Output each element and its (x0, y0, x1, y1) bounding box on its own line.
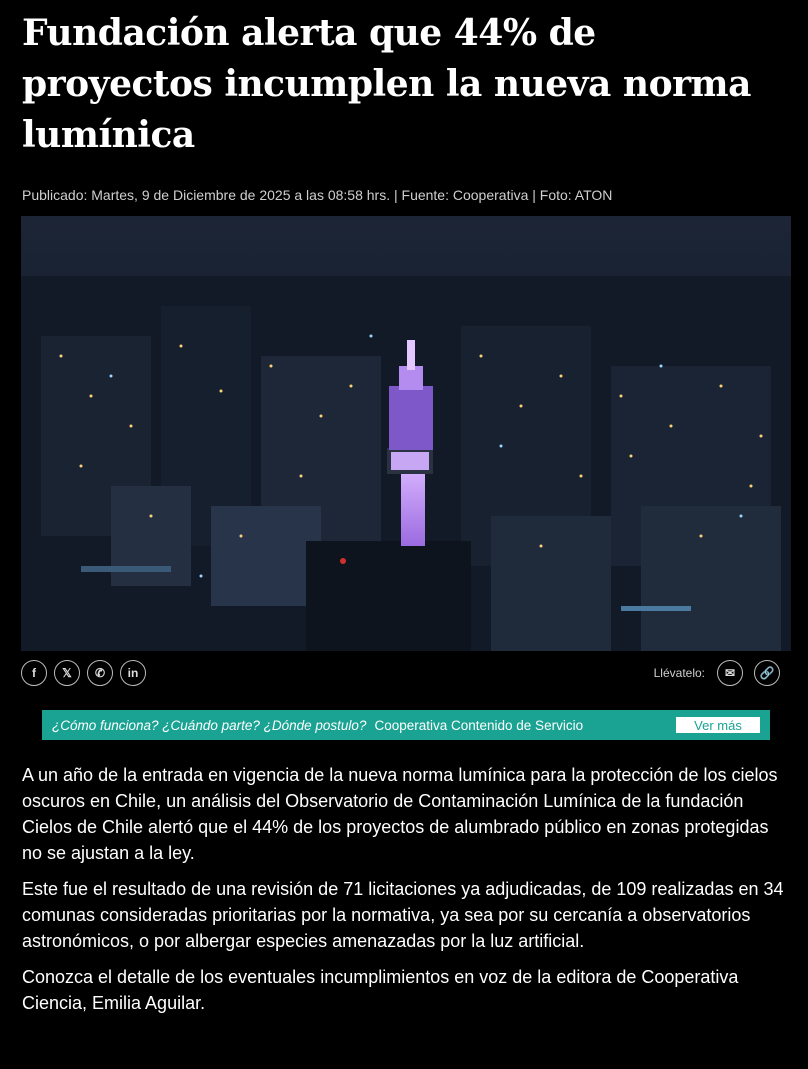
article-paragraph: Este fue el resultado de una revisión de 71 licitaciones ya adjudicadas, de 109 realizadas en 34 comunas consideradas prioritarias por la normativa, ya sea por su cercanía a observatorios astronómicos, o por albergar especies amenazadas por la luz artificial. (22, 879, 784, 951)
ver-mas-button[interactable]: Ver más (676, 717, 760, 733)
night-city-tower-photo (21, 216, 791, 651)
share-toolbar (21, 658, 791, 692)
llevatelo-label: Llévatelo: (653, 666, 705, 680)
facebook-icon[interactable]: f (21, 660, 47, 686)
banner-brand: Cooperativa Contenido de Servicio (374, 717, 584, 733)
linkedin-icon[interactable]: in (120, 660, 146, 686)
article-photo (21, 216, 791, 651)
article-paragraph: A un año de la entrada en vigencia de la nueva norma lumínica para la protección de los cielos oscuros en Chile, un análisis del Observatorio de Contaminación Lumínica de la fundación Cielos de Chile alertó que el 44% de los proyectos de alumbrado público en zonas protegidas no se ajustan a la ley. (22, 765, 778, 863)
service-banner[interactable] (42, 710, 770, 740)
mail-icon[interactable]: ✉ (717, 660, 743, 686)
banner-questions: ¿Cómo funciona? ¿Cuándo parte? ¿Dónde postulo? (52, 717, 367, 733)
link-icon[interactable]: 🔗 (754, 660, 780, 686)
article-paragraph: Conozca el detalle de los eventuales incumplimientos en voz de la editora de Cooperativa Ciencia, Emilia Aguilar. (22, 967, 739, 1013)
x-icon[interactable]: 𝕏 (54, 660, 80, 686)
whatsapp-icon[interactable]: ✆ (87, 660, 113, 686)
article-meta: Publicado: Martes, 9 de Diciembre de 2025 a las 08:58 hrs. | Fuente: Cooperativa | Foto: ATON (22, 187, 613, 203)
article-headline: Fundación alerta que 44% de proyectos incumplen la nueva norma lumínica (22, 12, 751, 156)
article-body (22, 762, 792, 1026)
